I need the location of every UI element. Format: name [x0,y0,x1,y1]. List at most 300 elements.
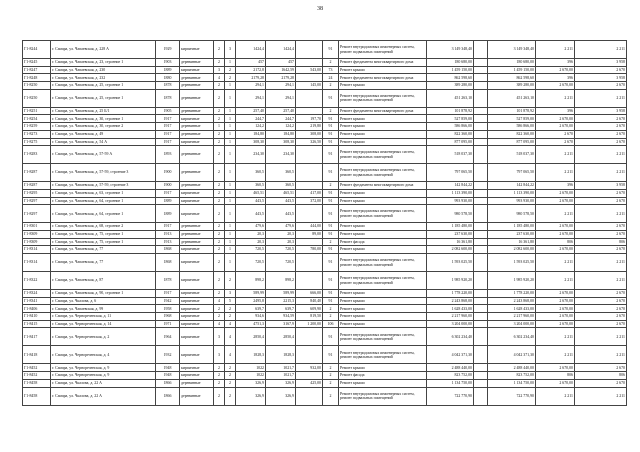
floors-cell: 2 [214,364,225,372]
roof-area-cell: 932,00 [296,364,323,372]
year-built-cell: 1942 [156,297,180,305]
fund-cell [474,223,488,231]
floors-cell: 2 [214,197,225,205]
living-area-cell: 124,2 [266,123,296,131]
wall-material-cell: кирпичные [180,66,214,74]
unit-cost-cell: 2 211 [536,346,575,364]
work-code-cell: 91 [323,123,339,131]
year-built-cell: 1866 [156,387,180,405]
wall-material-cell: деревянные [180,59,214,67]
floors-cell: 2 [214,59,225,67]
year-built-cell: 1917 [156,130,180,138]
table-row [23,313,627,321]
year-built-cell: 1866 [156,379,180,387]
fund-cell [474,320,488,328]
work-code-cell: 2 [323,364,339,372]
wall-material-cell: кирпичные [180,115,214,123]
work-code-cell: 91 [323,189,339,197]
fund-cell [474,297,488,305]
fund-cell [474,272,488,290]
table-row [23,387,627,405]
record-id-cell: Г1-8341 [23,297,51,305]
unit-cost-cell: 396 [536,74,575,82]
address-cell: г. Самара, ул. Чернореченская, д. 14 [51,320,156,328]
fund-cell [474,328,488,346]
wall-material-cell: кирпичные [180,320,214,328]
wall-material-cell: деревянные [180,130,214,138]
address-cell: г. Самара, ул. Чапаевская, д. 30, строение 2 [51,123,156,131]
entrances-cell: 1 [225,59,236,67]
living-area-cell: 20,3 [266,230,296,238]
table-row [23,379,627,387]
table-row [23,189,627,197]
work-type-cell: Ремонт фундамента многоквартирного дома [339,107,427,115]
unit-cost-cell: 806 [536,372,575,380]
entrances-cell: 1 [225,182,236,190]
entrances-cell: 1 [225,197,236,205]
year-built-cell: 1948 [156,372,180,380]
table-row [23,164,627,182]
cost-cell: 237 630,00 [427,230,474,238]
cost-cell: 823 752,00 [427,372,474,380]
unit-cost-cell: 2 670,00 [536,115,575,123]
total-area-cell: 1022 [236,372,266,380]
register-rows [23,41,627,406]
work-code-cell: 91 [323,197,339,205]
wall-material-cell: кирпичные [180,305,214,313]
year-built-cell: 1917 [156,138,180,146]
table-row [23,238,627,246]
floors-cell: 4 [214,320,225,328]
work-type-cell: Ремонт крыши [339,130,427,138]
cost-cell: 722 770,90 [427,387,474,405]
wall-material-cell: деревянные [180,387,214,405]
max-unit-cost-cell: 2 670 [575,290,627,298]
living-area-cell: 257,40 [266,107,296,115]
total-area-cell: 4751,3 [236,320,266,328]
record-id-cell: Г1-8247 [23,66,51,74]
fund-cell [474,182,488,190]
total-cost-cell: 797 065,50 [488,164,536,182]
total-area-cell: 234,30 [236,146,266,164]
entrances-cell: 2 [225,66,236,74]
fund-cell [474,74,488,82]
floors-cell: 2 [214,115,225,123]
max-unit-cost-cell: 3 958 [575,74,627,82]
year-built-cell: 1917 [156,189,180,197]
floors-cell: 2 [214,387,225,405]
unit-cost-cell: 2 670,00 [536,189,575,197]
year-built-cell: 1971 [156,320,180,328]
total-cost-cell: 1 778 220,00 [488,290,536,298]
table-row [23,82,627,90]
wall-material-cell: деревянные [180,223,214,231]
fund-cell [474,238,488,246]
work-code-cell: 2 [323,387,339,405]
wall-material-cell: деревянные [180,238,214,246]
floors-cell: 2 [214,230,225,238]
work-code-cell: 91 [323,272,339,290]
record-id-cell: Г1-8415 [23,320,51,328]
table-row [23,41,627,59]
roof-area-cell [296,89,323,107]
record-id-cell: Г1-8259 [23,123,51,131]
work-code-cell: 91 [323,297,339,305]
fund-cell [474,246,488,254]
work-code-cell: 91 [323,146,339,164]
fund-cell [474,164,488,182]
living-area-cell: 244,7 [266,115,296,123]
roof-area-cell: 89,00 [296,230,323,238]
entrances-cell: 1 [225,107,236,115]
total-area-cell: 20,3 [236,238,266,246]
floors-cell: 4 [214,297,225,305]
unit-cost-cell: 2 670,00 [536,305,575,313]
total-cost-cell: 877 095,00 [488,138,536,146]
entrances-cell: 2 [225,74,236,82]
table-row [23,197,627,205]
total-area-cell: 360,5 [236,182,266,190]
fund-cell [474,230,488,238]
roof-area-cell: 444,00 [296,223,323,231]
total-cost-cell: 823 752,00 [488,372,536,380]
wall-material-cell: деревянные [180,379,214,387]
living-area-cell: 360,5 [266,164,296,182]
entrances-cell: 1 [225,205,236,223]
work-type-cell: Ремонт крыши [339,82,427,90]
record-id-cell: Г1-8324 [23,290,51,298]
work-code-cell: 91 [323,138,339,146]
max-unit-cost-cell: 2 211 [575,328,627,346]
address-cell: г. Самара, ул. Чкалова, д. 22 А [51,379,156,387]
total-cost-cell: 451 263,10 [488,89,536,107]
unit-cost-cell: 2 211 [536,146,575,164]
cost-cell: 389 280,00 [427,82,474,90]
unit-cost-cell: 396 [536,182,575,190]
work-type-cell: Ремонт крыши [339,305,427,313]
table-row [23,328,627,346]
total-cost-cell: 1 628 433,00 [488,305,536,313]
work-type-cell: Ремонт фундамента многоквартирного дома [339,74,427,82]
max-unit-cost-cell: 3 958 [575,59,627,67]
unit-cost-cell: 2 670 [536,130,575,138]
wall-material-cell: кирпичные [180,328,214,346]
work-type-cell: Ремонт внутридомовых инженерных систем, ремонт подвальных помещений [339,89,427,107]
address-cell: г. Самара, ул. Чапаевская, д. 25 Б/1 [51,107,156,115]
table-row [23,320,627,328]
floors-cell: 2 [214,272,225,290]
address-cell: г. Самара, ул. Чапаевская, д. 75, строение 1 [51,230,156,238]
roof-area-cell [296,74,323,82]
year-built-cell: 1917 [156,115,180,123]
cost-cell: 518 037,30 [427,146,474,164]
wall-material-cell: деревянные [180,82,214,90]
roof-area-cell [296,205,323,223]
floors-cell: 2 [214,130,225,138]
floors-cell: 2 [214,305,225,313]
record-id-cell: Г1-8309 [23,230,51,238]
wall-material-cell: кирпичные [180,197,214,205]
max-unit-cost-cell: 2 670 [575,379,627,387]
roof-area-cell [296,107,323,115]
roof-area-cell: 780,00 [296,246,323,254]
cost-cell: 2 082 600,00 [427,246,474,254]
work-type-cell: Ремонт крыши [339,290,427,298]
address-cell: г. Самара, ул. Чапаевская, д. 57-59, строение 3 [51,182,156,190]
cost-cell: 877 095,00 [427,138,474,146]
total-cost-cell: 2 488 440,00 [488,364,536,372]
roof-area-cell: 840,40 [296,297,323,305]
floors-cell: 2 [214,82,225,90]
max-unit-cost-cell: 806 [575,372,627,380]
work-type-cell: Ремонт внутридомовых инженерных систем, ремонт подвальных помещений [339,41,427,59]
cost-cell: 822 360,00 [427,130,474,138]
table-row [23,74,627,82]
unit-cost-cell: 2 670,00 [536,313,575,321]
unit-cost-cell: 2 670,00 [536,246,575,254]
unit-cost-cell: 2 670,00 [536,123,575,131]
living-area-cell: 479,6 [266,223,296,231]
total-cost-cell: 1 985 920,20 [488,272,536,290]
record-id-cell: Г1-8248 [23,74,51,82]
entrances-cell: 3 [225,41,236,59]
entrances-cell: 1 [225,138,236,146]
living-area-cell: 639,7 [266,305,296,313]
work-code-cell: 91 [323,89,339,107]
fund-cell [474,82,488,90]
cost-cell: 1 985 920,20 [427,272,474,290]
table-row [23,138,627,146]
max-unit-cost-cell: 2 670 [575,189,627,197]
floors-cell: 2 [214,138,225,146]
total-cost-cell: 4 042 371,30 [488,346,536,364]
work-type-cell: Ремонт крыши [339,313,427,321]
year-built-cell: 1878 [156,272,180,290]
living-area-cell: 589,99 [266,290,296,298]
cost-cell: 101 878,92 [427,107,474,115]
record-id-cell: Г1-8295 [23,189,51,197]
total-cost-cell: 2 082 600,00 [488,246,536,254]
total-area-cell: 20,3 [236,230,266,238]
cost-cell: 451 263,10 [427,89,474,107]
wall-material-cell: деревянные [180,107,214,115]
work-code-cell: 24 [323,74,339,82]
max-unit-cost-cell: 2 670 [575,320,627,328]
cost-cell: 862 598,60 [427,74,474,82]
record-id-cell: Г1-8273 [23,130,51,138]
roof-area-cell: 145,00 [296,82,323,90]
wall-material-cell: кирпичные [180,189,214,197]
wall-material-cell: кирпичные [180,364,214,372]
unit-cost-cell: 2 670 [536,138,575,146]
total-area-cell: 720,5 [236,246,266,254]
work-type-cell: Ремонт крыши [339,364,427,372]
max-unit-cost-cell: 2 670 [575,364,627,372]
unit-cost-cell: 2 211 [536,387,575,405]
fund-cell [474,305,488,313]
total-area-cell: 124,2 [236,123,266,131]
work-type-cell: Ремонт внутридомовых инженерных систем, ремонт подвальных помещений [339,272,427,290]
total-area-cell: 934,6 [236,313,266,321]
address-cell: г. Самара, ул. Чернореченская, д. 9 [51,372,156,380]
entrances-cell: 1 [225,254,236,272]
total-area-cell: 465,51 [236,189,266,197]
total-area-cell: 294,1 [236,89,266,107]
year-built-cell: 1913 [156,230,180,238]
total-area-cell: 2850,4 [236,328,266,346]
max-unit-cost-cell: 2 670 [575,66,627,74]
address-cell: г. Самара, ул. Чернореченская, д. 4 [51,346,156,364]
roof-area-cell: 417,00 [296,189,323,197]
total-area-cell: 443,5 [236,197,266,205]
work-code-cell: 2 [323,182,339,190]
max-unit-cost-cell: 2 670 [575,138,627,146]
total-cost-cell: 2 243 868,00 [488,297,536,305]
table-row [23,66,627,74]
max-unit-cost-cell: 2 211 [575,387,627,405]
unit-cost-cell: 2 670,00 [536,320,575,328]
fund-cell [474,387,488,405]
roof-area-cell: 819,50 [296,313,323,321]
entrances-cell: 1 [225,89,236,107]
work-type-cell: Ремонт крыши [339,189,427,197]
total-cost-cell: 993 930,00 [488,197,536,205]
record-id-cell: Г1-8314 [23,254,51,272]
table-row [23,107,627,115]
year-built-cell: 1893 [156,146,180,164]
work-type-cell: Ремонт внутридомовых инженерных систем, ремонт подвальных помещений [339,146,427,164]
roof-area-cell [296,146,323,164]
work-code-cell: 2 [323,107,339,115]
total-cost-cell: 389 280,00 [488,82,536,90]
floors-cell: 3 [214,346,225,364]
total-area-cell: 2172,8 [236,66,266,74]
roof-area-cell [296,372,323,380]
entrances-cell: 1 [225,238,236,246]
unit-cost-cell: 2 670,00 [536,223,575,231]
fund-cell [474,107,488,115]
total-cost-cell: 518 037,30 [488,146,536,164]
roof-area-cell [296,164,323,182]
year-built-cell: 1903 [156,59,180,67]
living-area-cell: 326,9 [266,387,296,405]
unit-cost-cell: 2 211 [536,254,575,272]
fund-cell [474,146,488,164]
max-unit-cost-cell: 2 670 [575,246,627,254]
entrances-cell: 1 [225,189,236,197]
total-cost-cell: 237 630,00 [488,230,536,238]
floors-cell: 2 [214,182,225,190]
record-id-cell: Г1-8244 [23,41,51,59]
work-code-cell: 2 [323,379,339,387]
unit-cost-cell: 2 211 [536,164,575,182]
fund-cell [474,66,488,74]
record-id-cell: Г1-8458 [23,387,51,405]
table-row [23,59,627,67]
year-built-cell: 1968 [156,313,180,321]
record-id-cell: Г1-8250 [23,89,51,107]
roof-area-cell: 609,90 [296,305,323,313]
floors-cell: 2 [214,313,225,321]
max-unit-cost-cell: 2 670 [575,305,627,313]
year-built-cell: 1889 [156,205,180,223]
unit-cost-cell: 2 211 [536,41,575,59]
address-cell: г. Самара, ул. Чапаевская, д. 99 [51,305,156,313]
cost-cell: 180 680,00 [427,59,474,67]
roof-area-cell: 219,80 [296,123,323,131]
cost-cell: 1 134 750,00 [427,379,474,387]
total-cost-cell: 3 149 348,40 [488,41,536,59]
living-area-cell: 294,1 [266,89,296,107]
fund-cell [474,372,488,380]
max-unit-cost-cell: 2 211 [575,272,627,290]
fund-cell [474,313,488,321]
record-id-cell: Г1-8418 [23,346,51,364]
work-code-cell: 2 [323,59,339,67]
cost-cell: 6 302 234,40 [427,328,474,346]
work-code-cell: 91 [323,223,339,231]
entrances-cell: 1 [225,164,236,182]
record-id-cell: Г1-8417 [23,328,51,346]
floors-cell: 1 [214,123,225,131]
wall-material-cell: деревянные [180,123,214,131]
work-code-cell: 91 [323,164,339,182]
max-unit-cost-cell: 2 211 [575,164,627,182]
record-id-cell: Г1-8254 [23,115,51,123]
work-type-cell: Ремонт крыши [339,123,427,131]
total-cost-cell: 722 770,90 [488,387,536,405]
work-code-cell: 91 [323,41,339,59]
roof-area-cell [296,182,323,190]
cost-cell: 980 578,50 [427,205,474,223]
work-code-cell: 2 [323,238,339,246]
address-cell: г. Самара, ул. Чкалова, д. 22 А [51,387,156,405]
work-code-cell: 91 [323,290,339,298]
entrances-cell: 1 [225,82,236,90]
work-code-cell: 2 [323,372,339,380]
total-cost-cell: 527 859,00 [488,115,536,123]
record-id-cell: Г1-8322 [23,272,51,290]
total-area-cell: 294,1 [236,82,266,90]
work-code-cell: 91 [323,346,339,364]
unit-cost-cell: 2 670,00 [536,379,575,387]
total-cost-cell: 980 578,50 [488,205,536,223]
roof-area-cell [296,238,323,246]
table-row [23,254,627,272]
table-row [23,182,627,190]
fund-cell [474,59,488,67]
address-cell: г. Самара, ул. Чапаевская, д. 25, строение 1 [51,89,156,107]
living-area-cell: 308,30 [266,138,296,146]
floors-cell: 2 [214,107,225,115]
cost-cell: 16 361,80 [427,238,474,246]
total-area-cell: 2495,8 [236,297,266,305]
cost-cell: 1 593 025,50 [427,254,474,272]
roof-area-cell [296,59,323,67]
fund-cell [474,130,488,138]
cost-cell: 586 866,00 [427,123,474,131]
year-built-cell: 1900 [156,164,180,182]
living-area-cell: 443,5 [266,197,296,205]
work-type-cell: Ремонт внутридомовых инженерных систем, ремонт подвальных помещений [339,346,427,364]
wall-material-cell: кирпичные [180,246,214,254]
total-cost-cell: 862 598,60 [488,74,536,82]
table-row [23,305,627,313]
total-area-cell: 326,9 [236,379,266,387]
total-area-cell: 360,5 [236,164,266,182]
work-type-cell: Ремонт внутридомовых инженерных систем, ремонт подвальных помещений [339,328,427,346]
fund-cell [474,346,488,364]
